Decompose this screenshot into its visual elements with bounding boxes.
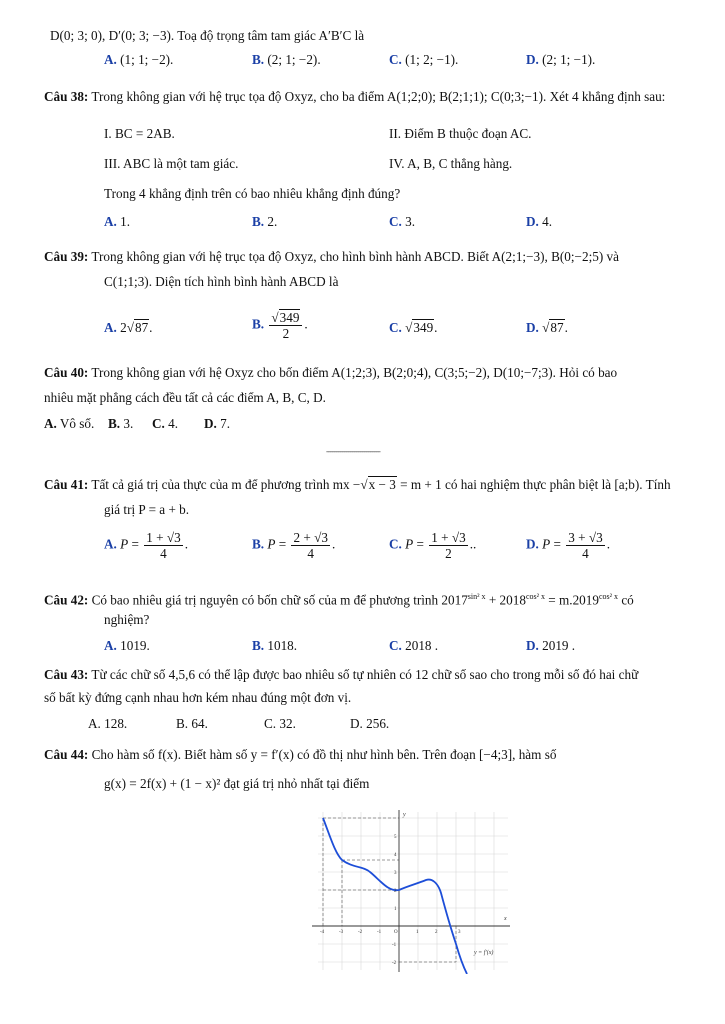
q43-stem [44, 666, 713, 684]
q43-option-c[interactable]: C. 32. [264, 716, 296, 731]
x-tick: 2 [435, 930, 438, 935]
origin-label: O [394, 930, 398, 935]
y-axis-label: y [403, 812, 406, 818]
q37-prefix: D(0; 3; 0), D′(0; 3; −3). Toạ độ trọng tâm tam giác A′B′C là [50, 28, 365, 43]
q37-option-d[interactable]: D. (2; 1; −1). [526, 52, 596, 67]
q44-number: Câu 44: [44, 747, 89, 762]
q44-text-2: g(x) = 2f(x) + (1 − x)² đạt giá trị nhỏ nhất tại điểm [104, 776, 370, 791]
graph-grid [318, 812, 508, 970]
q39-stem [44, 248, 713, 266]
x-tick: -2 [358, 930, 363, 935]
x-tick: -3 [339, 930, 344, 935]
q38-ask: Trong 4 khẳng định trên có bao nhiêu khẳng định đúng? [104, 186, 401, 201]
q42-option-d[interactable]: D. 2019 . [526, 638, 576, 653]
curve-label: y = f′(x) [474, 950, 494, 956]
y-tick-labels [392, 835, 397, 966]
q37-option-a[interactable]: A. (1; 1; −2). [104, 52, 174, 67]
q38-number: Câu 38: [44, 89, 89, 104]
q41-option-a[interactable]: A. P = $\frac{1 + √3}{4}$ . [104, 530, 188, 561]
q41-option-d[interactable]: D. P = $\frac{3 + √3}{4}$ . [526, 530, 610, 561]
q40-options [0, 416, 725, 436]
q40-text-2: nhiêu mặt phẳng cách đều tất cả các điểm A, B, C, D. [44, 390, 326, 405]
x-axis-label: x [504, 916, 507, 922]
q43-text: Từ các chữ số 4,5,6 có thể lập được bao nhiêu số tự nhiên có 12 chữ số sao cho trong mỗi số đó hai chữ [91, 667, 639, 682]
q38-statement-1: I. BC = 2AB. [104, 126, 175, 141]
section-separator: --------------------------- [326, 446, 380, 456]
q39-option-c[interactable]: C. √349. [389, 320, 438, 335]
q38-text: Trong không gian với hệ trục tọa độ Oxyz, cho ba điểm A(1;2;0); B(2;1;1); C(0;3;−1). Xét 4 khẳng định sau: [91, 89, 666, 104]
q41-number: Câu 41: [44, 477, 89, 492]
q43-text-2: số bất kỳ đứng cạnh nhau hơn kém nhau đúng một đơn vị. [44, 690, 352, 705]
q37-options [0, 52, 725, 72]
q42-option-b[interactable]: B. 1018. [252, 638, 298, 653]
q40-option-a[interactable]: A. Vô số. [44, 416, 95, 431]
q41-options [0, 530, 725, 574]
q39-text: Trong không gian với hệ trục tọa độ Oxyz, cho hình bình hành ABCD. Biết A(2;1;−3), B(0;−2;5) và [91, 249, 619, 264]
q42-options [0, 638, 725, 658]
q40-text: Trong không gian với hệ Oxyz cho bốn điểm A(1;2;3), B(2;0;4), C(3;5;−2), D(10;−7;3). Hỏi có bao [91, 365, 618, 380]
q39-text-2: C(1;1;3). Diện tích hình bình hành ABCD là [104, 274, 339, 289]
derivative-curve [323, 818, 467, 974]
q40-stem [44, 364, 713, 382]
q42-text-2: nghiệm? [104, 612, 150, 627]
q39-number: Câu 39: [44, 249, 89, 264]
y-tick: -1 [392, 943, 397, 948]
q38-option-d[interactable]: D. 4. [526, 214, 553, 229]
q39-option-d[interactable]: D. √87. [526, 320, 568, 335]
q38-option-c[interactable]: C. 3. [389, 214, 416, 229]
q37-option-b[interactable]: B. (2; 1; −2). [252, 52, 321, 67]
x-tick: 3 [458, 930, 461, 935]
q42-option-c[interactable]: C. 2018 . [389, 638, 439, 653]
q43-option-a[interactable]: A. 128. [88, 716, 128, 731]
q41-text-2: giá trị P = a + b. [104, 502, 190, 517]
q42-option-a[interactable]: A. 1019. [104, 638, 150, 653]
x-tick: 1 [416, 930, 419, 935]
q38-statement-3: III. ABC là một tam giác. [104, 156, 239, 171]
x-tick: -4 [320, 930, 325, 935]
q44-text: Cho hàm số f(x). Biết hàm số y = f′(x) có đồ thị như hình bên. Trên đoạn [−4;3], hàm số [91, 747, 557, 762]
q38-statement-2: II. Điểm B thuộc đoạn AC. [389, 126, 532, 141]
q38-statement-4: IV. A, B, C thẳng hàng. [389, 156, 513, 171]
q38-option-b[interactable]: B. 2. [252, 214, 278, 229]
y-tick: -2 [392, 961, 397, 966]
q41-option-c[interactable]: C. P = $\frac{1 + √3}{2}$ .. [389, 530, 477, 561]
derivative-graph [308, 808, 514, 974]
q39-option-b[interactable]: B. $\frac{√349}{2}$ . [252, 310, 308, 341]
q38-options [0, 214, 725, 234]
q40-option-c[interactable]: C. 4. [152, 416, 179, 431]
y-tick: 2 [394, 889, 397, 894]
q43-option-b[interactable]: B. 64. [176, 716, 208, 731]
q38-option-a[interactable]: A. 1. [104, 214, 131, 229]
y-tick: 4 [394, 853, 397, 858]
q37-option-c[interactable]: C. (1; 2; −1). [389, 52, 459, 67]
q40-option-b[interactable]: B. 3. [108, 416, 134, 431]
y-tick: 3 [394, 871, 397, 876]
y-tick: 5 [394, 835, 397, 840]
q40-option-d[interactable]: D. 7. [204, 416, 231, 431]
q41-stem: Câu 41: Tất cả giá trị của thực của m để phương trình mx −√x − 3 = m + 1 có hai nghiệm thực phân biệt là [a;b). Tính [44, 477, 671, 492]
q43-number: Câu 43: [44, 667, 89, 682]
y-tick: 1 [394, 907, 397, 912]
q43-option-d[interactable]: D. 256. [350, 716, 390, 731]
q42-stem: Câu 42: Có bao nhiêu giá trị nguyên có bốn chữ số của m để phương trình $2017^{sin^2 x} + 2018^{cos^2 x} = m.2019^{cos^2 x}$ có [44, 592, 634, 608]
x-tick-labels [320, 930, 461, 935]
q41-option-b[interactable]: B. P = $\frac{2 + √3}{4}$ . [252, 530, 336, 561]
x-tick: -1 [377, 930, 382, 935]
q38-stem [44, 88, 713, 106]
q39-options [0, 310, 725, 354]
q44-stem [44, 746, 713, 764]
q39-option-a[interactable]: A. 2√87. [104, 320, 153, 335]
q42-number: Câu 42: [44, 592, 89, 608]
q43-options [0, 716, 725, 736]
q40-number: Câu 40: [44, 365, 89, 380]
